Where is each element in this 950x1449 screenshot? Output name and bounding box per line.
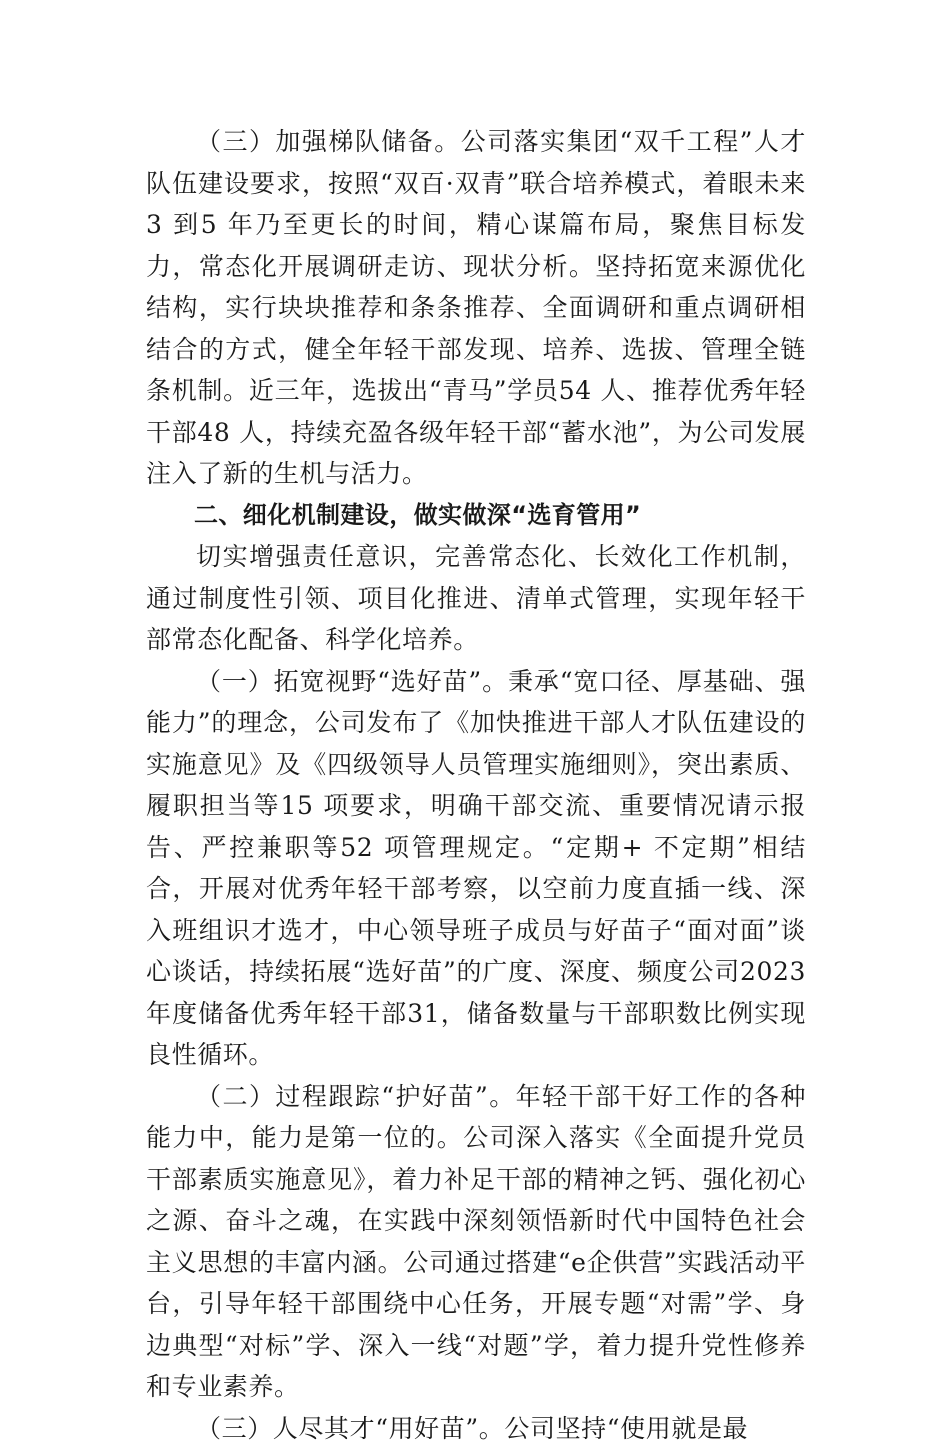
paragraph-use-seedlings: （三）人尽其才“用好苗”。公司坚持“使用就是最 <box>146 1408 806 1449</box>
section-heading-mechanism: 二、细化机制建设，做实做深“选育管用” <box>146 495 806 537</box>
paragraph-select-seedlings: （一）拓宽视野“选好苗”。秉承“宽口径、厚基础、强能力”的理念，公司发布了《加快推进干部人才队伍建设的实施意见》及《四级领导人员管理实施细则》，突出素质、履职担当等15 项要求，明确干部交流、重要情况请示报告、严控兼职等52 项管理规定。“定期+ 不定期”相结合，开展对优秀年轻干部考察，以空前力度直插一线、深入班组识才选才，中心领导班子成员与好苗子“面对面”谈心谈话，持续拓展“选好苗”的广度、深度、频度公司2023 年度储备优秀年轻干部31，储备数量与干部职数比例实现良性循环。 <box>146 661 806 1076</box>
paragraph-protect-seedlings: （二）过程跟踪“护好苗”。年轻干部干好工作的各种能力中，能力是第一位的。公司深入落实《全面提升党员干部素质实施意见》，着力补足干部的精神之钙、强化初心之源、奋斗之魂，在实践中深刻领悟新时代中国特色社会主义思想的丰富内涵。公司通过搭建“e企供营”实践活动平台，引导年轻干部围绕中心任务，开展专题“对需”学、身边典型“对标”学、深入一线“对题”学，着力提升党性修养和专业素养。 <box>146 1076 806 1408</box>
paragraph-intro: 切实增强责任意识，完善常态化、长效化工作机制，通过制度性引领、项目化推进、清单式管理，实现年轻干部常态化配备、科学化培养。 <box>146 536 806 661</box>
document-body <box>146 121 806 1449</box>
paragraph-reserve-echelon: （三）加强梯队储备。公司落实集团“双千工程”人才队伍建设要求，按照“双百·双青”联合培养模式，着眼未来3 到5 年乃至更长的时间，精心谋篇布局，聚焦目标发力，常态化开展调研走访、现状分析。坚持拓宽来源优化结构，实行块块推荐和条条推荐、全面调研和重点调研相结合的方式，健全年轻干部发现、培养、选拔、管理全链条机制。近三年，选拔出“青马”学员54 人、推荐优秀年轻干部48 人，持续充盈各级年轻干部“蓄水池”，为公司发展注入了新的生机与活力。 <box>146 121 806 495</box>
